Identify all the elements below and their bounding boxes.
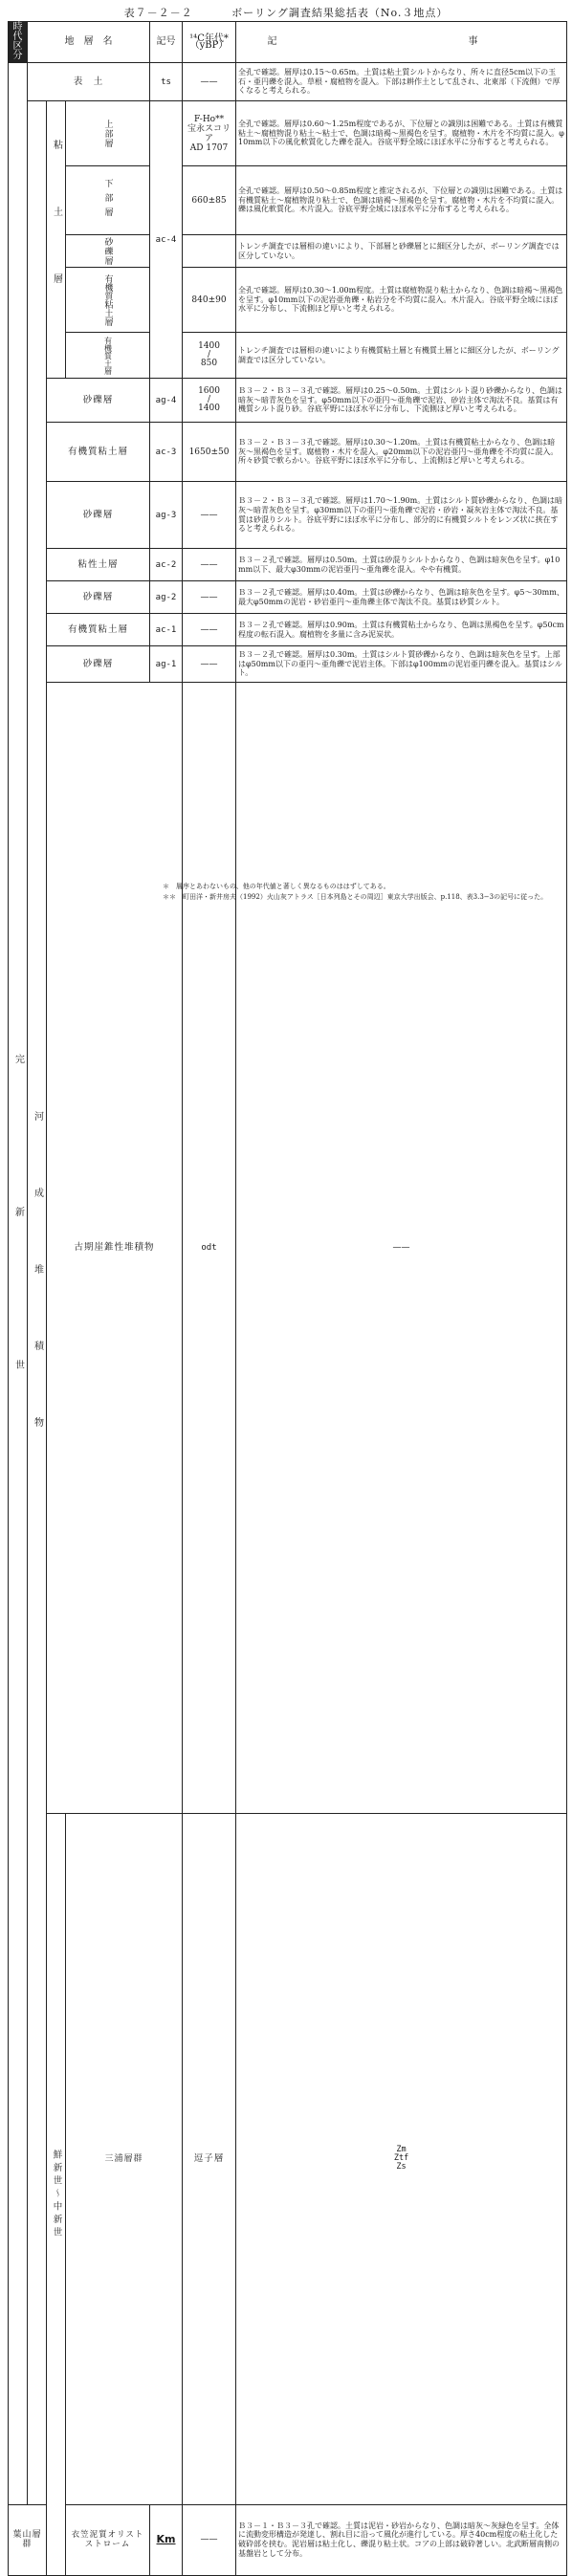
layer-code: ag-4 [150, 379, 183, 423]
layer-desc: Ｂ３－２孔で確認。層厚は0.50m。土質は砂混りシルトからなり、色調は暗灰色を呈す。φ10mm以下、最大φ30mmの泥岩亜円〜亜角礫を混入。やや有機質。 [236, 549, 567, 581]
table-row [9, 423, 567, 482]
layer-name: 有機質粘土層 [47, 614, 150, 646]
layer-code: ac-1 [150, 614, 183, 646]
layer-desc: Ｂ３－２孔で確認。層厚は0.30m。土質はシルト質砂礫からなり、色調は暗灰色を呈す。上部はφ50mm以下の亜円〜亜角礫で泥岩主体。下部はφ100mmの泥岩亜円礫を混入。基質はシルト。 [236, 646, 567, 683]
layer-name: 砂礫層 [47, 379, 150, 423]
layer-name: 衣笠泥質オリストストローム [66, 2504, 150, 2575]
layer-desc: 全孔で確認。層厚は0.15〜0.65m。土質は粘土質シルトからなり、所々に直径5cm以下の玉石・亜円礫を混入。草根・腐植物を混入。下部は耕作土として乱され、北東部（下流側）で厚くなると考えられる。 [236, 63, 567, 101]
age-holocene [9, 63, 28, 2505]
table-row [9, 1814, 567, 2505]
age-holocene-label: 完新世 [12, 1054, 24, 1514]
layer-name: 有機質粘土層 [47, 423, 150, 482]
layer-desc: Ｂ３－１・Ｂ３－３孔で確認。土質は泥岩・砂岩からなり、色調は暗灰〜灰緑色を呈す。全体に流動変形構造が発達し、割れ目に沿って風化が進行している。厚さ40cm程度の粘土化した破砕部を挟む。泥岩層は粘土化し、礫混り粘土状。コアの上部は破砕著しい。北武断層南側の基盤岩として分布。 [236, 2504, 567, 2575]
layer-name-cell [66, 268, 150, 333]
group-miura-label: 三浦層群 [104, 2153, 143, 2164]
group-miura [66, 1814, 183, 2505]
footnote: ＊＊ 町田洋・新井房夫（1992）火山灰アトラス［日本列島とその周辺］東京大学出版会、p.118、表3.3−3の記号に従った。 [163, 893, 548, 901]
layer-name: 有機質土層 [103, 336, 113, 375]
layer-name-cell [66, 101, 150, 166]
layer-name-cell [66, 333, 150, 379]
layer-year [183, 235, 236, 268]
group-clay-label: 粘土層 [51, 139, 62, 340]
table-row [9, 683, 567, 1814]
layer-name: 下部層 [102, 179, 113, 222]
layer-year: —— [183, 646, 236, 683]
age-pleistocene [47, 1814, 66, 2576]
group-river [28, 101, 47, 2505]
header-year: ¹⁴C年代*（yBP） [183, 22, 236, 63]
table-number: 表７－２－２ [123, 7, 193, 19]
layer-name: 表 土 [28, 63, 150, 101]
layer-name-cell [66, 235, 150, 268]
age-pleistocene-label: 鮮新世〜中新世 [51, 2149, 62, 2240]
layer-year: —— [236, 683, 567, 1814]
layer-name: 逗子層 [183, 1814, 236, 2505]
layer-desc: 全孔で確認。層厚は0.60〜1.25m程度であるが、下位層との識別は困難である。土質は有機質粘土〜腐植物混り粘土〜粘土で、色調は暗褐〜黒褐色を呈す。腐植物・木片を不均質に混入。φ10mm以下の風化軟質化した礫を混入。谷底平野全域にほぼ水平に分布すると考えられる。 [236, 101, 567, 166]
layer-code: ac-3 [150, 423, 183, 482]
table-row [9, 2504, 567, 2575]
layer-desc: トレンチ調査では層相の違いにより有機質粘土層と有機質土層とに細区分したが、ボーリング調査では区分していない。 [236, 333, 567, 379]
table-row [9, 166, 567, 235]
layer-name: 有機質粘土層 [102, 273, 113, 326]
layer-year: 1600 / 1400 [183, 379, 236, 423]
footnote: ＊ 層序とあわないもの、他の年代値と著しく異なるものははずしてある。 [163, 883, 390, 890]
layer-desc: トレンチ調査では層相の違いにより、下部層と砂礫層とに細区分したが、ボーリング調査では区分していない。 [236, 235, 567, 268]
table-row [9, 549, 567, 581]
group-hayama [9, 2504, 47, 2575]
table-row [9, 482, 567, 549]
layer-name: 砂礫層 [47, 581, 150, 614]
layer-desc: Ｂ３－２孔で確認。層厚は0.40m。土質は砂礫からなり、色調は暗灰色を呈す。φ5〜30mm、最大φ50mmの泥岩・砂岩亜円〜亜角礫主体で淘汰不良。基質は砂質シルト。 [236, 581, 567, 614]
layer-code: ac-4 [150, 101, 183, 379]
layer-year: —— [183, 2504, 236, 2575]
layer-year: —— [183, 614, 236, 646]
table-row [9, 235, 567, 268]
table-row [9, 268, 567, 333]
layer-year: F-Ho** 宝永スコリア AD 1707 [183, 101, 236, 166]
layer-code: ac-2 [150, 549, 183, 581]
layer-desc: Ｂ３－２・Ｂ３－３孔で確認。層厚は0.25〜0.50m。土質はシルト混り砂礫からなり、色調は暗灰〜暗青灰色を呈す。φ50mm以下の亜円〜亜角礫で泥岩、砂岩主体で淘汰不良。基質は有機質シルト混り砂。谷底平野にほぼ水平に分布し、下流側ほど厚いと考えられる。 [236, 379, 567, 423]
layer-desc: 全孔で確認。層厚は0.50〜0.85m程度と推定されるが、下位層との識別は困難である。土質は有機質粘土〜腐植物混り粘土で、色調は暗褐〜黒褐色を呈す。腐植物・木片を不均質に混入。礫は風化軟質化。木片混入。谷底平野全域にほぼ水平に分布すると考えられる。 [236, 166, 567, 235]
layer-desc: Ｂ３－２・Ｂ３－３孔で確認。層厚は0.30〜1.20m。土質は有機質粘土からなり、色調は暗灰〜黒褐色を呈す。腐植物・木片を混入。φ20mm以下の泥岩亜円〜亜角礫を不均質に混入。所々砂質で軟らかい。谷底平野にほぼ水平に分布し、上流側ほど厚いと考えられる。 [236, 423, 567, 482]
table-row [9, 646, 567, 683]
layer-name: 砂礫層 [47, 646, 150, 683]
table-row [9, 101, 567, 166]
table-caption: ボーリング調査結果総括表（No.３地点） [231, 7, 449, 19]
header-row [9, 22, 567, 63]
layer-year: —— [183, 549, 236, 581]
layer-code: ag-1 [150, 646, 183, 683]
layer-desc: Ｂ３－２・Ｂ３－３孔で確認。層厚は1.70〜1.90m。土質はシルト質砂礫からなり、色調は暗灰〜暗青灰色を呈す。φ30mm以下の亜円〜亜角礫で泥岩・砂岩・凝灰岩主体で淘汰不良。基質は砂混りシルト。谷底平野にほぼ水平に分布し、部分的に有機質シルトをレンズ状に挟在すると考えられる。 [236, 482, 567, 549]
group-river-label: 河成堆積物 [32, 1111, 43, 1495]
layer-year: —— [183, 581, 236, 614]
layer-year: 1650±50 [183, 423, 236, 482]
layer-year: 840±90 [183, 268, 236, 333]
layer-desc: Ｂ３－２孔で確認。層厚は0.90m。土質は有機質粘土からなり、色調は黒褐色を呈す。φ50cm程度の転石混入。腐植物を多量に含み泥炭状。 [236, 614, 567, 646]
layer-name: 上部層 [102, 119, 113, 148]
layer-year: —— [183, 63, 236, 101]
boring-summary-table [8, 21, 567, 2576]
table-row [9, 379, 567, 423]
header-layer: 地 層 名 [28, 22, 150, 63]
layer-name: 粘性土層 [47, 549, 150, 581]
layer-name: 古期崖錐性堆積物 [47, 683, 183, 1814]
layer-desc: 全孔で確認。層厚は0.30〜1.00m程度。土質は腐植物混り粘土からなり、色調は暗褐〜黒褐色を呈す。φ10mm以下の泥岩亜角礫・粘岩分を不均質に混入。木片混入。谷底平野全域にほぼ水平に分布し、下流側ほど厚いと考えられる。 [236, 268, 567, 333]
layer-code: ag-2 [150, 581, 183, 614]
header-desc: 記 事 [236, 22, 567, 63]
layer-name: 砂礫層 [102, 236, 113, 266]
layer-name: 砂礫層 [47, 482, 150, 549]
page-title [0, 5, 572, 20]
layer-code: odt [183, 683, 236, 1814]
table-row [9, 333, 567, 379]
header-code: 記号 [150, 22, 183, 63]
table-row [9, 614, 567, 646]
table-row [9, 63, 567, 101]
header-age: 時代区分 [9, 22, 28, 63]
footnotes [163, 882, 547, 903]
layer-name-cell [66, 166, 150, 235]
layer-code: ts [150, 63, 183, 101]
layer-code: Km [150, 2504, 183, 2575]
layer-code: ag-3 [150, 482, 183, 549]
layer-year: 1400 / 850 [183, 333, 236, 379]
group-hayama-label: 葉山層群 [12, 2530, 42, 2550]
table-row [9, 581, 567, 614]
layer-year: —— [183, 482, 236, 549]
layer-code: Zm Ztf Zs [236, 1814, 567, 2505]
layer-year: 660±85 [183, 166, 236, 235]
group-clay [47, 101, 66, 379]
